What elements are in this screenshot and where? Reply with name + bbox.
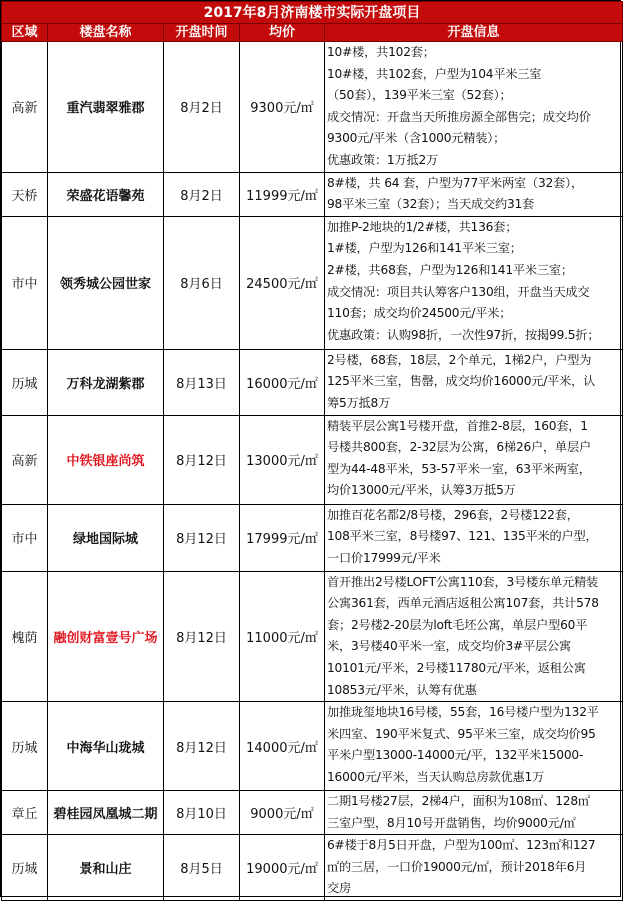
- info-line: 2号楼，68套，18层，2个单元，1梯2户，户型为: [327, 352, 592, 367]
- info-line: 125平米三室，售罄，成交均价16000元/平米，认: [327, 374, 596, 389]
- info-line: 98平米三室（32套）；当天成交约31套: [327, 197, 535, 212]
- info-line: 首开推出2号楼LOFT公寓110套，3号楼东单元精装: [327, 574, 598, 589]
- open-date-cell: 8月12日: [164, 571, 240, 702]
- header-row: [2, 24, 623, 42]
- info-line: 一口价17999元/平米: [327, 550, 441, 565]
- info-line: 加推百花名都2/8号楼，296套，2号楼122套，: [327, 507, 579, 522]
- info-line: 加推珑玺地块16号楼，55套，16号楼户型为132平: [327, 705, 599, 720]
- area-cell: 市中: [2, 504, 48, 571]
- project-name-cell-highlighted: 融创财富壹号广场: [48, 571, 164, 702]
- column-header-area: 区域: [2, 24, 48, 42]
- table-row: [2, 172, 623, 216]
- info-line: 号楼共800套，2-32层为公寓，6梯26户，单层户: [327, 440, 591, 455]
- opening-info-cell: [325, 504, 623, 571]
- opening-projects-table: [1, 1, 623, 901]
- opening-info-cell: [325, 172, 623, 216]
- area-cell: 历城: [2, 702, 48, 791]
- info-line: 优惠政策：认购98折，一次性97折，按揭99.5折；: [327, 327, 600, 342]
- area-cell: 高新: [2, 415, 48, 504]
- open-date-cell: 8月6日: [164, 216, 240, 349]
- info-line: 108平米三室，8号楼97、121、135平米的户型，: [327, 529, 598, 544]
- info-line: 10#楼，共102套；: [327, 45, 435, 59]
- area-cell: 市中: [2, 216, 48, 349]
- area-cell: 历城: [2, 835, 48, 901]
- area-cell: 章丘: [2, 791, 48, 835]
- table-row: [2, 349, 623, 415]
- info-line: 10#楼，共102套，户型为104平米三室: [327, 66, 542, 81]
- open-date-cell: 8月2日: [164, 42, 240, 173]
- info-line: 10853元/平米，认筹有优惠: [327, 682, 477, 697]
- info-line: 9300元/平米（含1000元精装）；: [327, 131, 506, 146]
- opening-info-cell: [325, 702, 623, 791]
- area-cell: 历城: [2, 349, 48, 415]
- info-line: 2#楼，共68套，户型为126和141平米三室；: [327, 262, 573, 277]
- opening-info-cell: [325, 791, 623, 835]
- open-date-cell: 8月12日: [164, 702, 240, 791]
- table-row: [2, 504, 623, 571]
- info-line: 公寓361套，西单元酒店返租公寓107套，共计578: [327, 596, 599, 611]
- project-name-cell: 领秀城公园世家: [48, 216, 164, 349]
- column-header-info: 开盘信息: [325, 24, 623, 42]
- info-line: 6#楼于8月5日开盘，户型为100㎡、123㎡和127: [327, 838, 596, 853]
- info-line: 型为44-48平米，53-57平米一室，63平米两室，: [327, 461, 591, 476]
- title-row: [2, 2, 623, 24]
- info-line: 筹5万抵8万: [327, 395, 391, 410]
- project-name-cell: 中海华山珑城: [48, 702, 164, 791]
- open-date-cell: 8月5日: [164, 835, 240, 901]
- opening-info-cell: [325, 349, 623, 415]
- open-date-cell: 8月12日: [164, 415, 240, 504]
- area-cell: 高新: [2, 42, 48, 173]
- column-header-name: 楼盘名称: [48, 24, 164, 42]
- avg-price-cell: 11999元/㎡: [240, 172, 325, 216]
- info-line: 套；2号楼2-20层为loft毛坯公寓，单层户型60平: [327, 617, 588, 632]
- project-name-cell: 重汽翡翠雅郡: [48, 42, 164, 173]
- project-name-cell: 绿地国际城: [48, 504, 164, 571]
- avg-price-cell: 9000元/㎡: [240, 791, 325, 835]
- project-name-cell: 荣盛花语馨苑: [48, 172, 164, 216]
- opening-info-cell: [325, 42, 623, 173]
- opening-info-cell: [325, 835, 623, 901]
- table-row: [2, 415, 623, 504]
- open-date-cell: 8月13日: [164, 349, 240, 415]
- table-row: [2, 571, 623, 702]
- info-line: 米四室、190平米复式、95平米三室，成交均价95: [327, 726, 596, 741]
- info-line: 加推P-2地块的1/2#楼，共136套；: [327, 219, 518, 234]
- avg-price-cell: 19000元/㎡: [240, 835, 325, 901]
- info-line: （50套），139平米三室（52套）；: [327, 88, 512, 103]
- avg-price-cell: 24500元/㎡: [240, 216, 325, 349]
- info-line: 成交情况：开盘当天所推房源全部售完；成交均价: [327, 109, 591, 124]
- table-title: 2017年8月济南楼市实际开盘项目: [2, 2, 623, 24]
- info-line: 米，3号楼40平米一室，成交均价3#平层公寓: [327, 639, 572, 654]
- column-header-date: 开盘时间: [164, 24, 240, 42]
- info-line: 16000元/平米，当天认购总房款优惠1万: [327, 769, 545, 784]
- avg-price-cell: 14000元/㎡: [240, 702, 325, 791]
- info-line: 三室户型，8月10号开盘销售，均价9000元/㎡: [327, 815, 576, 830]
- table-row: [2, 216, 623, 349]
- avg-price-cell: 17999元/㎡: [240, 504, 325, 571]
- table-row: [2, 702, 623, 791]
- avg-price-cell: 9300元/㎡: [240, 42, 325, 173]
- info-line: 1#楼，户型为126和141平米三室；: [327, 241, 522, 256]
- column-header-price: 均价: [240, 24, 325, 42]
- opening-info-cell: [325, 415, 623, 504]
- project-name-cell: 万科龙湖紫郡: [48, 349, 164, 415]
- info-line: 二期1号楼27层，2梯4户，面积为108㎡、128㎡: [327, 794, 590, 809]
- info-line: 均价13000元/平米，认筹3万抵5万: [327, 483, 516, 498]
- project-name-cell: 景和山庄: [48, 835, 164, 901]
- info-line: 交房: [327, 881, 351, 896]
- avg-price-cell: 13000元/㎡: [240, 415, 325, 504]
- open-date-cell: 8月2日: [164, 172, 240, 216]
- info-line: 平米户型13000-14000元/平，132平米15000-: [327, 748, 584, 763]
- info-line: 8#楼，共 64 套，户型为77平米两室（32套），: [327, 175, 583, 190]
- info-line: 110套；成交均价24500元/平米；: [327, 306, 512, 321]
- opening-info-cell: [325, 571, 623, 702]
- info-line: 成交情况：项目共认筹客户130组，开盘当天成交: [327, 284, 590, 299]
- open-date-cell: 8月12日: [164, 504, 240, 571]
- area-cell: 天桥: [2, 172, 48, 216]
- info-line: 10101元/平米，2号楼11780元/平米，返租公寓: [327, 660, 586, 675]
- info-line: ㎡的三居，一口价19000元/㎡，预计2018年6月: [327, 859, 587, 874]
- table-row: [2, 791, 623, 835]
- open-date-cell: 8月10日: [164, 791, 240, 835]
- avg-price-cell: 16000元/㎡: [240, 349, 325, 415]
- opening-info-cell: [325, 216, 623, 349]
- project-name-cell-highlighted: 中铁银座尚筑: [48, 415, 164, 504]
- info-line: 精装平层公寓1号楼开盘，首推2-8层，160套，1: [327, 418, 588, 433]
- table-row: [2, 42, 623, 173]
- info-line: 优惠政策：1万抵2万: [327, 152, 439, 167]
- area-cell: 槐荫: [2, 571, 48, 702]
- avg-price-cell: 11000元/㎡: [240, 571, 325, 702]
- project-name-cell: 碧桂园凤凰城二期: [48, 791, 164, 835]
- table-row: [2, 835, 623, 901]
